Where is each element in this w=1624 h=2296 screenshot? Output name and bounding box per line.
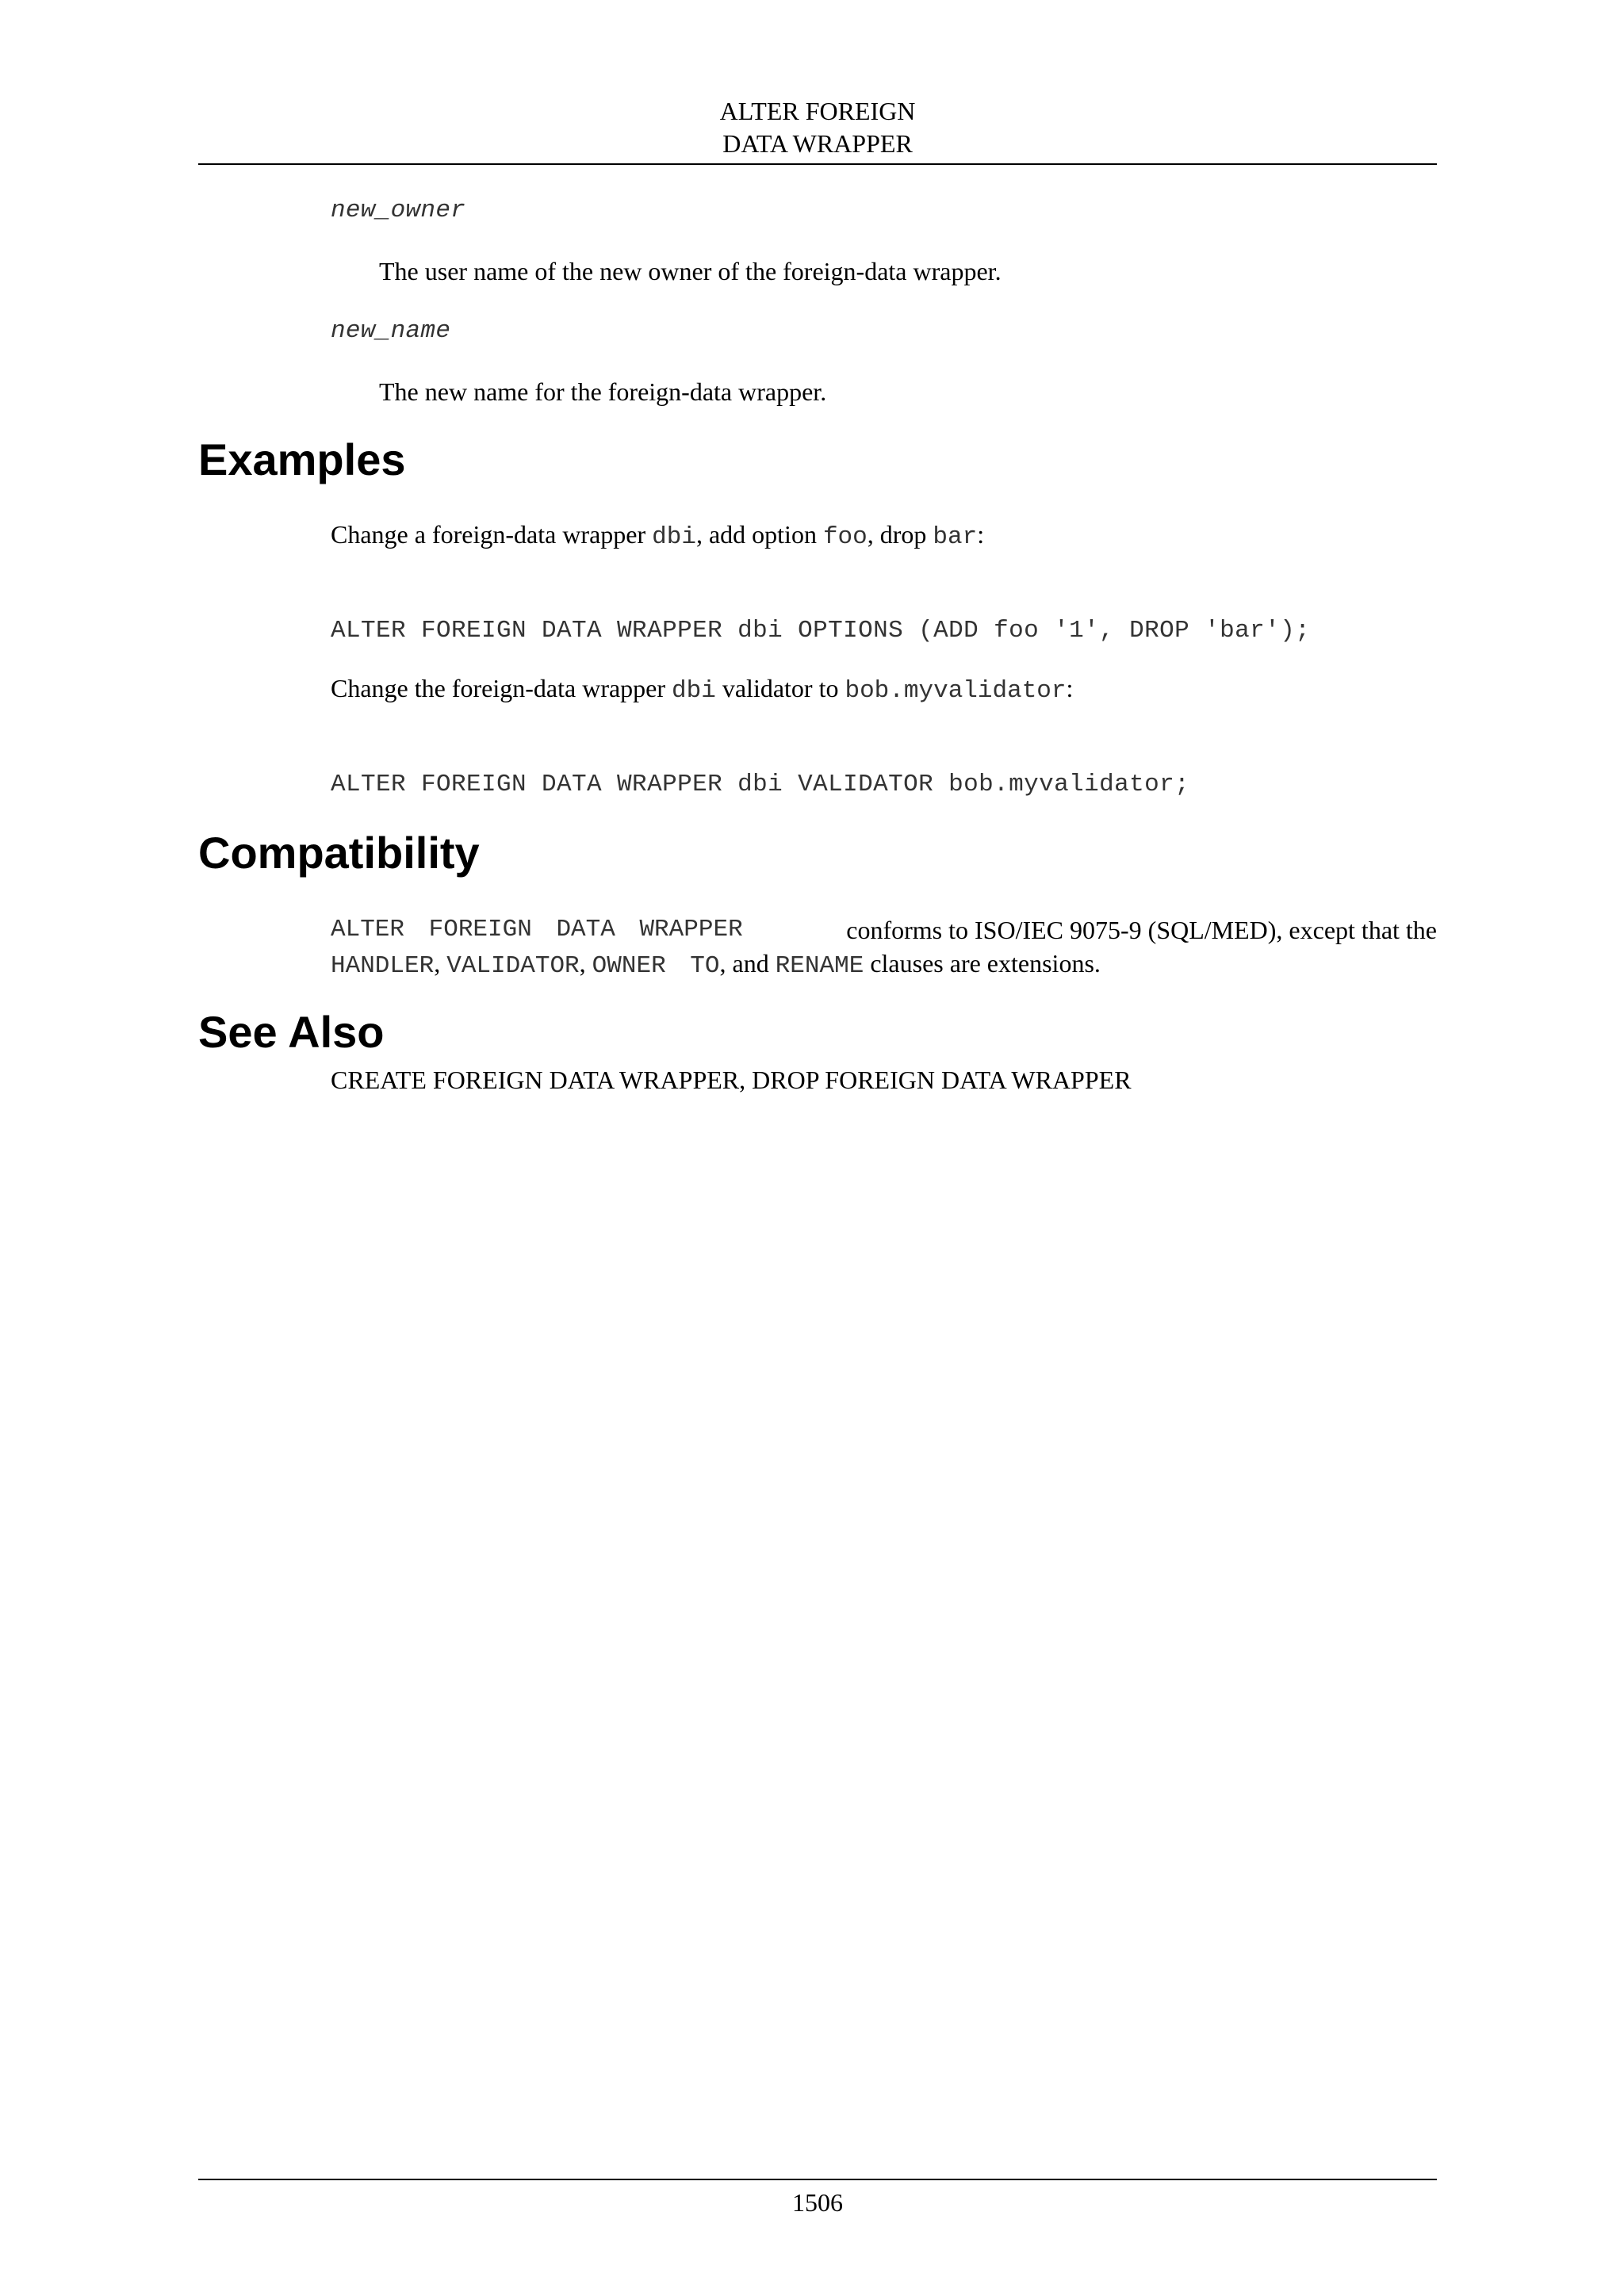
compatibility-text-a: conforms to ISO/IEC 9075-9 (SQL/MED), except that the	[846, 916, 1437, 944]
header-line-2: DATA WRAPPER	[722, 129, 913, 158]
example-2-description	[331, 674, 1073, 705]
compatibility-paragraph	[331, 913, 1437, 983]
compatibility-heading: Compatibility	[198, 828, 480, 878]
running-header	[198, 95, 1437, 165]
compatibility-code-owner-to: OWNER TO	[592, 952, 720, 980]
example-2-code-block: ALTER FOREIGN DATA WRAPPER dbi VALIDATOR bob.myvalidator;	[331, 771, 1190, 798]
example-2-text-c: :	[1066, 674, 1074, 702]
compatibility-code-rename: RENAME	[775, 952, 864, 980]
param-desc-new-name: The new name for the foreign-data wrapper.	[379, 377, 827, 406]
compatibility-code-statement: ALTER FOREIGN DATA WRAPPER	[331, 916, 743, 943]
example-2-text-a: Change the foreign-data wrapper	[331, 674, 672, 702]
example-1-text-c: , drop	[867, 520, 933, 549]
page-number: 1506	[792, 2188, 843, 2217]
example-1-text-d: :	[977, 520, 985, 549]
param-term-new-name: new_name	[331, 317, 451, 345]
example-2-code-dbi: dbi	[672, 677, 716, 705]
example-1-text-b: , add option	[695, 520, 823, 549]
header-line-1: ALTER FOREIGN	[719, 97, 916, 125]
example-1-code-block: ALTER FOREIGN DATA WRAPPER dbi OPTIONS (ADD foo '1', DROP 'bar');	[331, 617, 1311, 645]
example-2-text-b: validator to	[715, 674, 845, 702]
example-1-text-a: Change a foreign-data wrapper	[331, 520, 653, 549]
page-footer	[198, 2179, 1437, 2218]
compatibility-sep-1: ,	[434, 949, 447, 978]
examples-heading: Examples	[198, 434, 406, 484]
see-also-heading: See Also	[198, 1007, 385, 1057]
example-1-code-dbi: dbi	[652, 523, 696, 551]
compatibility-line-1	[331, 913, 1437, 947]
example-1-description	[331, 520, 984, 551]
example-1-code-bar: bar	[933, 523, 978, 551]
compatibility-code-handler: HANDLER	[331, 952, 435, 980]
compatibility-sep-2: ,	[579, 949, 592, 978]
example-1-code-foo: foo	[822, 523, 868, 551]
compatibility-line-2	[331, 947, 1437, 983]
param-term-new-owner: new_owner	[331, 197, 466, 224]
compatibility-text-b: clauses are extensions.	[864, 949, 1101, 978]
param-desc-new-owner: The user name of the new owner of the foreign-data wrapper.	[379, 257, 1002, 285]
see-also-references: CREATE FOREIGN DATA WRAPPER, DROP FOREIGN DATA WRAPPER	[331, 1066, 1132, 1094]
example-2-code-validator: bob.myvalidator	[845, 677, 1067, 705]
compatibility-sep-3: , and	[719, 949, 776, 978]
compatibility-code-validator: VALIDATOR	[446, 952, 580, 980]
